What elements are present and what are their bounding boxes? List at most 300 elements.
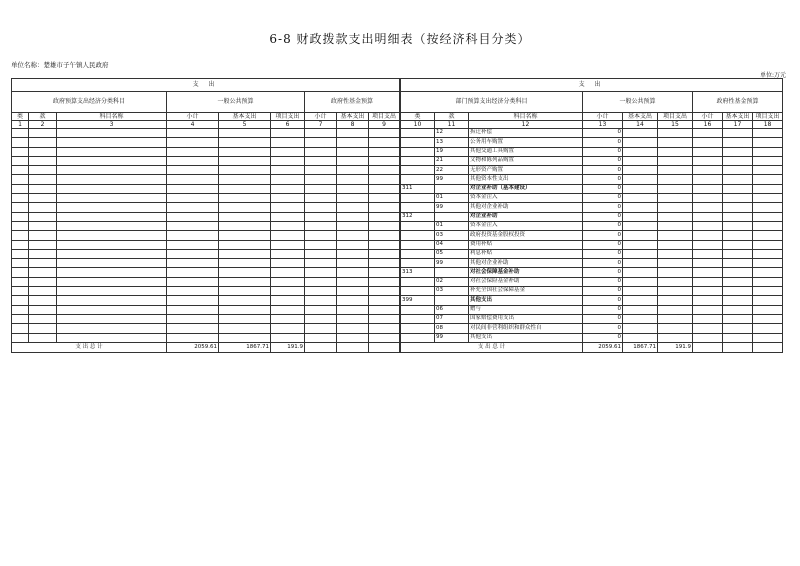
row-name: 对社会保险基金补助: [469, 277, 583, 286]
table-row: [401, 138, 783, 147]
row-fund-basic: [723, 194, 753, 203]
empty-cell: [305, 147, 337, 156]
row-lei: 311: [401, 184, 435, 193]
empty-cell: [305, 240, 337, 249]
empty-cell: [305, 314, 337, 323]
table-row: [12, 240, 400, 249]
empty-cell: [29, 268, 57, 277]
empty-cell: [271, 175, 305, 184]
row-fund-basic: [723, 184, 753, 193]
empty-cell: [12, 296, 29, 305]
table-row: [12, 129, 400, 138]
empty-cell: [305, 249, 337, 258]
table-row: [401, 324, 783, 333]
table-row: [401, 203, 783, 212]
empty-cell: [29, 240, 57, 249]
empty-cell: [167, 194, 219, 203]
row-name: 对企业补助: [469, 212, 583, 221]
left-total-basic: 1867.71: [219, 342, 271, 352]
row-fund-subtotal: [693, 305, 723, 314]
row-fund-subtotal: [693, 231, 723, 240]
empty-cell: [12, 259, 29, 268]
empty-cell: [305, 194, 337, 203]
row-fund-subtotal: [693, 147, 723, 156]
table-row: [12, 305, 400, 314]
row-fund-project: [753, 166, 783, 175]
empty-cell: [305, 184, 337, 193]
row-name: 国家赔偿费用支出: [469, 314, 583, 323]
row-fund-basic: [723, 166, 753, 175]
empty-cell: [369, 240, 400, 249]
row-subtotal: 0: [583, 147, 623, 156]
table-row: [401, 259, 783, 268]
table-row: [12, 259, 400, 268]
empty-cell: [29, 324, 57, 333]
left-total-fund-subtotal: [305, 342, 337, 352]
row-lei: 312: [401, 212, 435, 221]
row-fund-basic: [723, 314, 753, 323]
row-project: [658, 184, 693, 193]
left-group-econ: 政府预算支出经济分类科目: [12, 92, 167, 113]
empty-cell: [219, 249, 271, 258]
row-name: 其他资本性支出: [469, 175, 583, 184]
row-subtotal: 0: [583, 175, 623, 184]
empty-cell: [167, 287, 219, 296]
row-kuan: [435, 212, 469, 221]
row-lei: [401, 324, 435, 333]
right-total-basic: 1867.71: [623, 342, 658, 352]
table-row: [12, 156, 400, 165]
row-kuan: [435, 268, 469, 277]
empty-cell: [271, 287, 305, 296]
empty-cell: [57, 240, 167, 249]
empty-cell: [57, 156, 167, 165]
left-group-fund: 政府性基金预算: [305, 92, 400, 113]
left-col-num: 3: [57, 121, 167, 129]
right-total-fund-subtotal: [693, 342, 723, 352]
row-kuan: 19: [435, 147, 469, 156]
left-col-subtotal: 小计: [167, 113, 219, 121]
empty-cell: [29, 277, 57, 286]
row-fund-subtotal: [693, 138, 723, 147]
empty-cell: [29, 212, 57, 221]
row-project: [658, 333, 693, 342]
row-fund-project: [753, 156, 783, 165]
empty-cell: [369, 231, 400, 240]
row-name: 补充全国社会保障基金: [469, 287, 583, 296]
row-basic: [623, 175, 658, 184]
row-lei: [401, 240, 435, 249]
left-col-name: 科目名称: [57, 113, 167, 121]
empty-cell: [57, 184, 167, 193]
right-group-fund: 政府性基金预算: [693, 92, 783, 113]
table-row: [401, 184, 783, 193]
empty-cell: [369, 203, 400, 212]
row-kuan: 05: [435, 249, 469, 258]
empty-cell: [219, 240, 271, 249]
row-lei: [401, 287, 435, 296]
empty-cell: [12, 156, 29, 165]
empty-cell: [12, 194, 29, 203]
row-project: [658, 147, 693, 156]
empty-cell: [305, 156, 337, 165]
empty-cell: [337, 305, 369, 314]
empty-cell: [271, 156, 305, 165]
row-name: 政府投资基金股权投资: [469, 231, 583, 240]
empty-cell: [219, 147, 271, 156]
right-group-general: 一般公共预算: [583, 92, 693, 113]
row-fund-basic: [723, 231, 753, 240]
empty-cell: [337, 221, 369, 230]
empty-cell: [369, 184, 400, 193]
row-project: [658, 166, 693, 175]
row-name: 对社会保障基金补助: [469, 268, 583, 277]
empty-cell: [337, 212, 369, 221]
empty-cell: [369, 277, 400, 286]
table-row: [401, 166, 783, 175]
row-basic: [623, 166, 658, 175]
row-basic: [623, 268, 658, 277]
row-basic: [623, 147, 658, 156]
right-col-num: 11: [435, 121, 469, 129]
row-fund-project: [753, 305, 783, 314]
empty-cell: [271, 147, 305, 156]
empty-cell: [271, 314, 305, 323]
left-col-lei: 类: [12, 113, 29, 121]
right-col-fund-subtotal: 小计: [693, 113, 723, 121]
empty-cell: [271, 166, 305, 175]
empty-cell: [271, 324, 305, 333]
left-total-fund-basic: [337, 342, 369, 352]
right-col-fund-basic: 基本支出: [723, 113, 753, 121]
row-basic: [623, 277, 658, 286]
row-lei: [401, 221, 435, 230]
row-basic: [623, 231, 658, 240]
row-basic: [623, 194, 658, 203]
empty-cell: [167, 240, 219, 249]
row-name: 公务用车购置: [469, 138, 583, 147]
row-fund-subtotal: [693, 184, 723, 193]
row-fund-project: [753, 249, 783, 258]
empty-cell: [29, 147, 57, 156]
row-project: [658, 138, 693, 147]
empty-cell: [369, 212, 400, 221]
row-basic: [623, 296, 658, 305]
row-fund-project: [753, 212, 783, 221]
right-col-fund-project: 项目支出: [753, 113, 783, 121]
empty-cell: [337, 268, 369, 277]
left-total-label: 支 出 总 计: [12, 342, 167, 352]
row-name: 对民间非营利组织和群众性自: [469, 324, 583, 333]
row-project: [658, 175, 693, 184]
empty-cell: [305, 324, 337, 333]
empty-cell: [219, 166, 271, 175]
empty-cell: [29, 231, 57, 240]
empty-cell: [219, 221, 271, 230]
empty-cell: [271, 129, 305, 138]
table-row: [12, 296, 400, 305]
left-col-num: 4: [167, 121, 219, 129]
row-fund-project: [753, 194, 783, 203]
row-project: [658, 259, 693, 268]
table-row: [12, 203, 400, 212]
empty-cell: [167, 333, 219, 342]
empty-cell: [12, 287, 29, 296]
empty-cell: [29, 249, 57, 258]
empty-cell: [305, 287, 337, 296]
empty-cell: [337, 231, 369, 240]
empty-cell: [337, 184, 369, 193]
row-subtotal: 0: [583, 287, 623, 296]
row-lei: [401, 129, 435, 138]
empty-cell: [369, 259, 400, 268]
table-row: [401, 314, 783, 323]
right-col-name: 科目名称: [469, 113, 583, 121]
empty-cell: [337, 249, 369, 258]
row-name: 无形资产购置: [469, 166, 583, 175]
empty-cell: [219, 259, 271, 268]
row-fund-project: [753, 129, 783, 138]
row-fund-basic: [723, 156, 753, 165]
empty-cell: [337, 203, 369, 212]
row-fund-basic: [723, 305, 753, 314]
empty-cell: [271, 305, 305, 314]
row-fund-project: [753, 287, 783, 296]
empty-cell: [167, 212, 219, 221]
row-lei: [401, 194, 435, 203]
row-project: [658, 314, 693, 323]
row-kuan: 99: [435, 203, 469, 212]
row-kuan: 03: [435, 287, 469, 296]
table-row: [12, 166, 400, 175]
table-row: [12, 249, 400, 258]
empty-cell: [305, 333, 337, 342]
empty-cell: [337, 147, 369, 156]
row-kuan: 99: [435, 333, 469, 342]
empty-cell: [167, 129, 219, 138]
row-lei: [401, 203, 435, 212]
empty-cell: [57, 305, 167, 314]
left-group-general: 一般公共预算: [167, 92, 305, 113]
row-subtotal: 0: [583, 249, 623, 258]
row-name: 赠与: [469, 305, 583, 314]
empty-cell: [337, 324, 369, 333]
right-col-basic: 基本支出: [623, 113, 658, 121]
row-project: [658, 156, 693, 165]
empty-cell: [219, 324, 271, 333]
row-project: [658, 231, 693, 240]
row-name: 其他交通工具购置: [469, 147, 583, 156]
row-subtotal: 0: [583, 240, 623, 249]
row-fund-subtotal: [693, 268, 723, 277]
right-col-num: 12: [469, 121, 583, 129]
empty-cell: [167, 296, 219, 305]
row-basic: [623, 156, 658, 165]
row-subtotal: 0: [583, 203, 623, 212]
right-col-kuan: 款: [435, 113, 469, 121]
row-subtotal: 0: [583, 221, 623, 230]
left-col-basic: 基本支出: [219, 113, 271, 121]
empty-cell: [167, 221, 219, 230]
empty-cell: [12, 129, 29, 138]
empty-cell: [219, 194, 271, 203]
empty-cell: [29, 138, 57, 147]
row-subtotal: 0: [583, 259, 623, 268]
empty-cell: [167, 175, 219, 184]
row-kuan: 04: [435, 240, 469, 249]
empty-cell: [369, 156, 400, 165]
row-lei: [401, 175, 435, 184]
row-kuan: 21: [435, 156, 469, 165]
empty-cell: [167, 147, 219, 156]
table-row: [12, 147, 400, 156]
row-project: [658, 129, 693, 138]
table-row: [12, 221, 400, 230]
left-col-num: 8: [337, 121, 369, 129]
row-fund-basic: [723, 324, 753, 333]
row-fund-basic: [723, 287, 753, 296]
empty-cell: [219, 184, 271, 193]
row-fund-subtotal: [693, 129, 723, 138]
empty-cell: [337, 314, 369, 323]
right-col-num: 18: [753, 121, 783, 129]
table-row: [401, 156, 783, 165]
empty-cell: [167, 249, 219, 258]
row-name: 其他支出: [469, 296, 583, 305]
row-fund-subtotal: [693, 259, 723, 268]
left-col-fund-basic: 基本支出: [337, 113, 369, 121]
empty-cell: [12, 268, 29, 277]
row-fund-project: [753, 333, 783, 342]
row-basic: [623, 203, 658, 212]
row-lei: [401, 147, 435, 156]
row-name: 利息补贴: [469, 249, 583, 258]
row-fund-subtotal: [693, 287, 723, 296]
empty-cell: [29, 305, 57, 314]
empty-cell: [305, 296, 337, 305]
right-group-econ: 部门预算支出经济分类科目: [401, 92, 583, 113]
empty-cell: [305, 138, 337, 147]
table-row: [401, 231, 783, 240]
empty-cell: [167, 324, 219, 333]
empty-cell: [219, 138, 271, 147]
empty-cell: [29, 203, 57, 212]
row-lei: [401, 305, 435, 314]
empty-cell: [337, 129, 369, 138]
row-subtotal: 0: [583, 277, 623, 286]
empty-cell: [57, 268, 167, 277]
empty-cell: [167, 203, 219, 212]
row-subtotal: 0: [583, 324, 623, 333]
empty-cell: [337, 287, 369, 296]
row-lei: [401, 166, 435, 175]
row-kuan: 08: [435, 324, 469, 333]
empty-cell: [167, 268, 219, 277]
row-basic: [623, 333, 658, 342]
row-project: [658, 296, 693, 305]
empty-cell: [29, 296, 57, 305]
empty-cell: [12, 305, 29, 314]
row-kuan: 12: [435, 129, 469, 138]
row-basic: [623, 259, 658, 268]
left-col-num: 7: [305, 121, 337, 129]
empty-cell: [57, 203, 167, 212]
row-subtotal: 0: [583, 156, 623, 165]
empty-cell: [29, 287, 57, 296]
row-fund-basic: [723, 296, 753, 305]
row-name: 文物和陈列品购置: [469, 156, 583, 165]
right-col-project: 项目支出: [658, 113, 693, 121]
empty-cell: [219, 277, 271, 286]
empty-cell: [369, 129, 400, 138]
row-basic: [623, 287, 658, 296]
empty-cell: [219, 305, 271, 314]
left-col-num: 2: [29, 121, 57, 129]
empty-cell: [57, 129, 167, 138]
row-name: 资本金注入: [469, 221, 583, 230]
empty-cell: [271, 333, 305, 342]
row-fund-basic: [723, 249, 753, 258]
row-fund-project: [753, 314, 783, 323]
row-fund-subtotal: [693, 296, 723, 305]
row-kuan: 99: [435, 175, 469, 184]
empty-cell: [57, 249, 167, 258]
table-row: [12, 268, 400, 277]
row-project: [658, 268, 693, 277]
row-name: 其他支出: [469, 333, 583, 342]
empty-cell: [167, 166, 219, 175]
empty-cell: [12, 212, 29, 221]
empty-cell: [305, 221, 337, 230]
row-lei: [401, 156, 435, 165]
row-fund-project: [753, 147, 783, 156]
row-lei: [401, 277, 435, 286]
right-total-fund-basic: [723, 342, 753, 352]
empty-cell: [29, 175, 57, 184]
left-col-num: 5: [219, 121, 271, 129]
left-col-kuan: 款: [29, 113, 57, 121]
empty-cell: [29, 333, 57, 342]
unit-measure: 单位:万元: [759, 72, 786, 79]
empty-cell: [57, 166, 167, 175]
empty-cell: [57, 138, 167, 147]
empty-cell: [167, 156, 219, 165]
left-col-project: 项目支出: [271, 113, 305, 121]
row-subtotal: 0: [583, 138, 623, 147]
row-lei: [401, 231, 435, 240]
empty-cell: [271, 259, 305, 268]
empty-cell: [305, 259, 337, 268]
empty-cell: [12, 203, 29, 212]
empty-cell: [167, 184, 219, 193]
row-basic: [623, 324, 658, 333]
table-row: [401, 194, 783, 203]
empty-cell: [29, 156, 57, 165]
empty-cell: [29, 259, 57, 268]
empty-cell: [305, 268, 337, 277]
row-basic: [623, 184, 658, 193]
row-name: 其他对企业补助: [469, 203, 583, 212]
empty-cell: [271, 249, 305, 258]
table-row: [12, 175, 400, 184]
empty-cell: [219, 268, 271, 277]
table-row: [401, 287, 783, 296]
table-row: [401, 296, 783, 305]
table-row: [401, 268, 783, 277]
row-lei: [401, 314, 435, 323]
empty-cell: [219, 296, 271, 305]
table-row: [12, 138, 400, 147]
